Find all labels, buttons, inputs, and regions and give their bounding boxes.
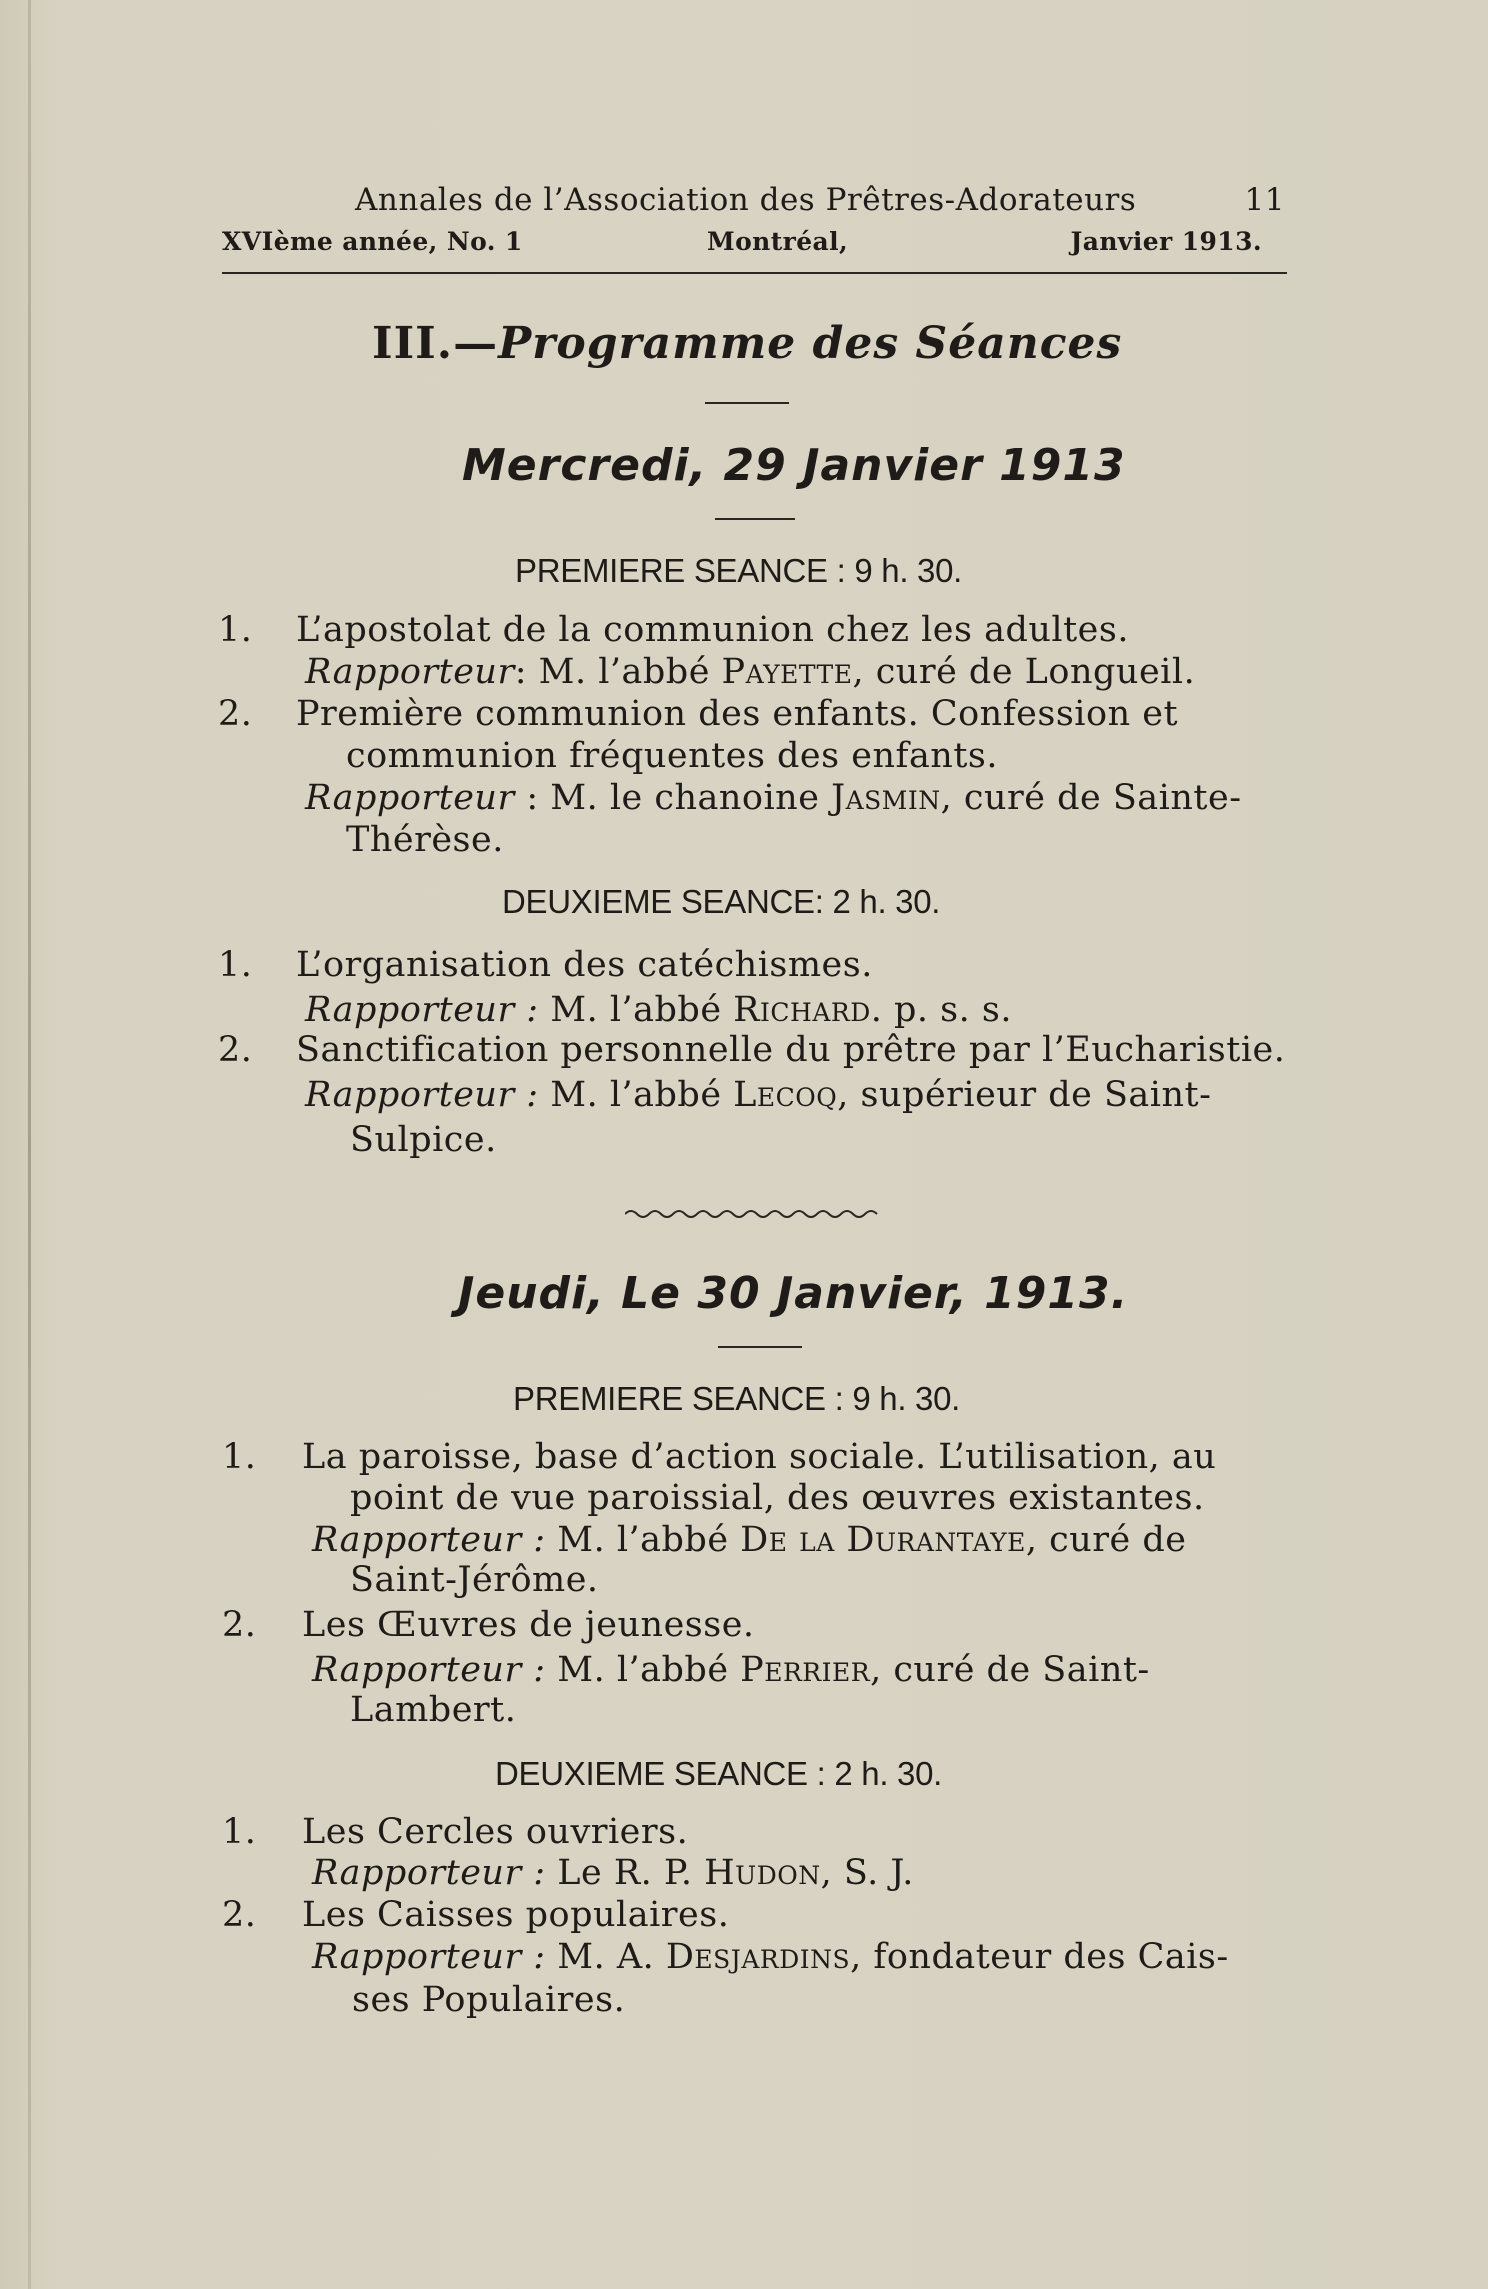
rapporteur-label: Rapporteur (305, 778, 515, 818)
item-text-continued: ses Populaires. (352, 1980, 626, 2020)
divider (718, 1346, 802, 1348)
rapporteur-name: Perrier (740, 1650, 871, 1690)
item-text: Les Cercles ouvriers. (302, 1812, 689, 1852)
rapporteur-suffix: , curé de (1025, 1520, 1187, 1560)
ornamental-divider (625, 1207, 885, 1221)
volume-number: XVIème année, No. 1 (222, 227, 523, 256)
rapporteur-label: Rapporteur : (312, 1520, 546, 1560)
rapporteur-label: Rapporteur : (312, 1650, 546, 1690)
rapporteur-line (312, 1650, 1150, 1690)
item-number: 2. (222, 1895, 257, 1935)
item-text-continued: point de vue paroissial, des œuvres existantes. (350, 1478, 1205, 1518)
rapporteur-prefix: M. l’abbé (538, 990, 734, 1030)
seance-heading: PREMIERE SEANCE : 9 h. 30. (513, 1380, 961, 1417)
item-text-continued: communion fréquentes des enfants. (346, 736, 999, 776)
rapporteur-suffix: . p. s. s. (870, 990, 1012, 1030)
rapporteur-name: Hudon (704, 1853, 821, 1893)
rapporteur-prefix: M. l’abbé (545, 1650, 741, 1690)
divider (715, 518, 795, 520)
rapporteur-prefix: M. A. (545, 1937, 666, 1977)
rapporteur-suffix: , S. J. (820, 1853, 914, 1893)
rapporteur-name: Desjardins (665, 1937, 851, 1977)
rapporteur-line (305, 1075, 1211, 1115)
journal-title: Annales de l’Association des Prêtres-Adorateurs (355, 182, 1137, 218)
rapporteur-name: Richard (733, 990, 871, 1030)
rapporteur-suffix: , fondateur des Cais- (850, 1937, 1229, 1977)
item-text: Première communion des enfants. Confession et (296, 694, 1179, 734)
rapporteur-line (312, 1520, 1186, 1560)
item-text: Les Caisses populaires. (302, 1895, 730, 1935)
item-number: 1. (222, 1812, 257, 1852)
section-heading: Programme des Séances (498, 318, 1123, 369)
rapporteur-suffix: , curé de Sainte- (940, 778, 1242, 818)
item-text-continued: Thérèse. (346, 820, 504, 860)
seance-heading: PREMIERE SEANCE : 9 h. 30. (515, 552, 963, 589)
seance-heading: DEUXIEME SEANCE: 2 h. 30. (502, 883, 941, 920)
rapporteur-suffix: , curé de Longueil. (852, 652, 1196, 692)
place: Montréal, (707, 227, 849, 256)
day-title-2: Jeudi, Le 30 Janvier, 1913. (458, 1268, 1129, 1319)
rapporteur-prefix: : M. l’abbé (514, 652, 722, 692)
rapporteur-line (305, 652, 1195, 692)
issue-date: Janvier 1913. (1070, 227, 1262, 256)
rapporteur-suffix: , curé de Saint- (870, 1650, 1150, 1690)
rapporteur-name: Payette (721, 652, 853, 692)
rapporteur-line (312, 1937, 1229, 1977)
rapporteur-prefix: M. l’abbé (538, 1075, 734, 1115)
rapporteur-name: Jasmin (831, 778, 941, 818)
rapporteur-label: Rapporteur : (312, 1937, 546, 1977)
header-rule (222, 272, 1287, 274)
item-number: 2. (222, 1605, 257, 1645)
item-text-continued: Saint-Jérôme. (350, 1560, 599, 1600)
issue-line (222, 227, 1262, 259)
page-edge (28, 0, 31, 2289)
rapporteur-name: Lecoq (733, 1075, 838, 1115)
divider (705, 402, 789, 404)
seance-heading: DEUXIEME SEANCE : 2 h. 30. (495, 1755, 943, 1792)
item-number: 1. (222, 1437, 257, 1477)
item-text: L’organisation des catéchismes. (296, 945, 873, 985)
page-number: 11 (1244, 182, 1285, 218)
item-number: 2. (218, 1030, 253, 1070)
item-text: La paroisse, base d’action sociale. L’utilisation, au (302, 1437, 1217, 1477)
rapporteur-prefix: M. l’abbé (545, 1520, 741, 1560)
rapporteur-name: De la Durantaye (740, 1520, 1026, 1560)
rapporteur-suffix: , supérieur de Saint- (837, 1075, 1212, 1115)
rapporteur-label: Rapporteur : (305, 1075, 539, 1115)
item-text-continued: Sulpice. (350, 1120, 497, 1160)
rapporteur-line (312, 1853, 914, 1893)
day-title-1: Mercredi, 29 Janvier 1913 (462, 440, 1126, 491)
rapporteur-prefix: : M. le chanoine (514, 778, 832, 818)
item-text-continued: Lambert. (350, 1690, 517, 1730)
rapporteur-line (305, 778, 1242, 818)
section-title (372, 318, 1122, 369)
item-number: 1. (218, 945, 253, 985)
item-number: 1. (218, 610, 253, 650)
rapporteur-label: Rapporteur (305, 652, 515, 692)
rapporteur-label: Rapporteur : (312, 1853, 546, 1893)
rapporteur-line (305, 990, 1012, 1030)
item-number: 2. (218, 694, 253, 734)
item-text: Les Œuvres de jeunesse. (302, 1605, 755, 1645)
section-number: III.— (372, 318, 499, 369)
item-text: L’apostolat de la communion chez les adultes. (296, 610, 1129, 650)
item-text: Sanctification personnelle du prêtre par l’Eucharistie. (296, 1030, 1286, 1070)
rapporteur-prefix: Le R. P. (545, 1853, 705, 1893)
rapporteur-label: Rapporteur : (305, 990, 539, 1030)
